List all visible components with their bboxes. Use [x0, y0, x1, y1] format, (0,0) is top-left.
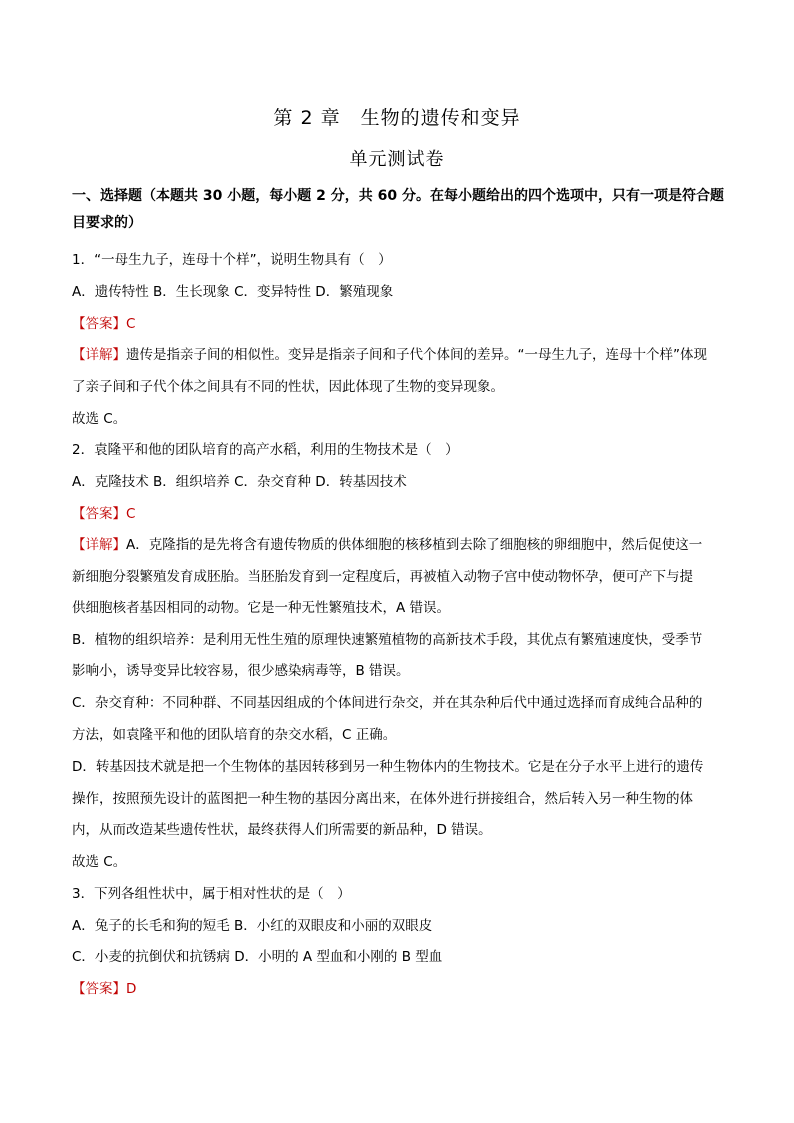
detail-1-line-2: 了亲子间和子代个体之间具有不同的性状，因此体现了生物的变异现象。: [72, 379, 504, 395]
answer-label: 【答案】: [72, 506, 126, 522]
question-2-options: A．克隆技术 B．组织培养 C．杂交育种 D．转基因技术: [72, 474, 407, 490]
answer-value: C: [126, 316, 136, 332]
question-1: 1．“一母生九子，连母十个样”，说明生物具有（ ）: [72, 252, 392, 268]
detail-2-line-10: 内，从而改造某些遗传性状，最终获得人们所需要的新品种，D 错误。: [72, 822, 492, 838]
page-title: 第 2 章 生物的遗传和变异: [273, 107, 521, 129]
detail-2-line-9: 操作，按照预先设计的蓝图把一种生物的基因分离出来，在体外进行拼接组合，然后转入另一种生物的体: [72, 791, 693, 807]
detail-label: 【详解】: [72, 347, 126, 363]
answer-value: C: [126, 506, 136, 522]
conclusion-1: 故选 C。: [72, 411, 127, 427]
detail-2-line-1: 【详解】A．克隆指的是先将含有遗传物质的供体细胞的核移植到去除了细胞核的卵细胞中，然后促使这一: [72, 537, 703, 553]
answer-2: [72, 504, 135, 524]
page-subtitle: 单元测试卷: [349, 149, 445, 170]
answer-value: D: [126, 981, 137, 997]
detail-2-line-2: 新细胞分裂繁殖发育成胚胎。当胚胎发育到一定程度后，再被植入动物子宫中使动物怀孕，便可产下与提: [72, 569, 693, 585]
detail-2-line-3: 供细胞核者基因相同的动物。它是一种无性繁殖技术，A 错误。: [72, 600, 451, 616]
detail-2-line-8: D．转基因技术就是把一个生物体的基因转移到另一种生物体内的生物技术。它是在分子水平上进行的遗传: [72, 759, 704, 775]
detail-2-line-4: B．植物的组织培养：是利用无性生殖的原理快速繁殖植物的高新技术手段，其优点有繁殖速度快，受季节: [72, 632, 703, 648]
answer-3: [72, 979, 136, 999]
question-2: 2．袁隆平和他的团队培育的高产水稻，利用的生物技术是（ ）: [72, 442, 459, 458]
answer-label: 【答案】: [72, 316, 126, 332]
answer-1: [72, 314, 135, 334]
question-1-options: A．遗传特性 B．生长现象 C．变异特性 D．繁殖现象: [72, 284, 394, 300]
question-3-options-2: C．小麦的抗倒伏和抗锈病 D．小明的 A 型血和小刚的 B 型血: [72, 949, 443, 965]
conclusion-2: 故选 C。: [72, 854, 127, 870]
question-3: 3．下列各组性状中，属于相对性状的是（ ）: [72, 886, 351, 902]
detail-label: 【详解】: [72, 537, 126, 553]
detail-2-line-7: 方法，如袁隆平和他的团队培育的杂交水稻，C 正确。: [72, 727, 397, 743]
detail-2-line-5: 影响小，诱导变异比较容易，很少感染病毒等，B 错误。: [72, 663, 410, 679]
detail-1-line-1: 【详解】遗传是指亲子间的相似性。变异是指亲子间和子代个体间的差异。“一母生九子，连母十个样”体现: [72, 347, 707, 363]
section-heading: 一、选择题（本题共 30 小题，每小题 2 分，共 60 分。在每小题给出的四个选项中，只有一项是符合题目要求的）: [72, 188, 724, 231]
detail-2-line-6: C．杂交育种：不同种群、不同基因组成的个体间进行杂交，并在其杂种后代中通过选择而育成纯合品种的: [72, 695, 703, 711]
question-3-options-1: A．兔子的长毛和狗的短毛 B．小红的双眼皮和小丽的双眼皮: [72, 918, 433, 934]
answer-label: 【答案】: [72, 981, 126, 997]
